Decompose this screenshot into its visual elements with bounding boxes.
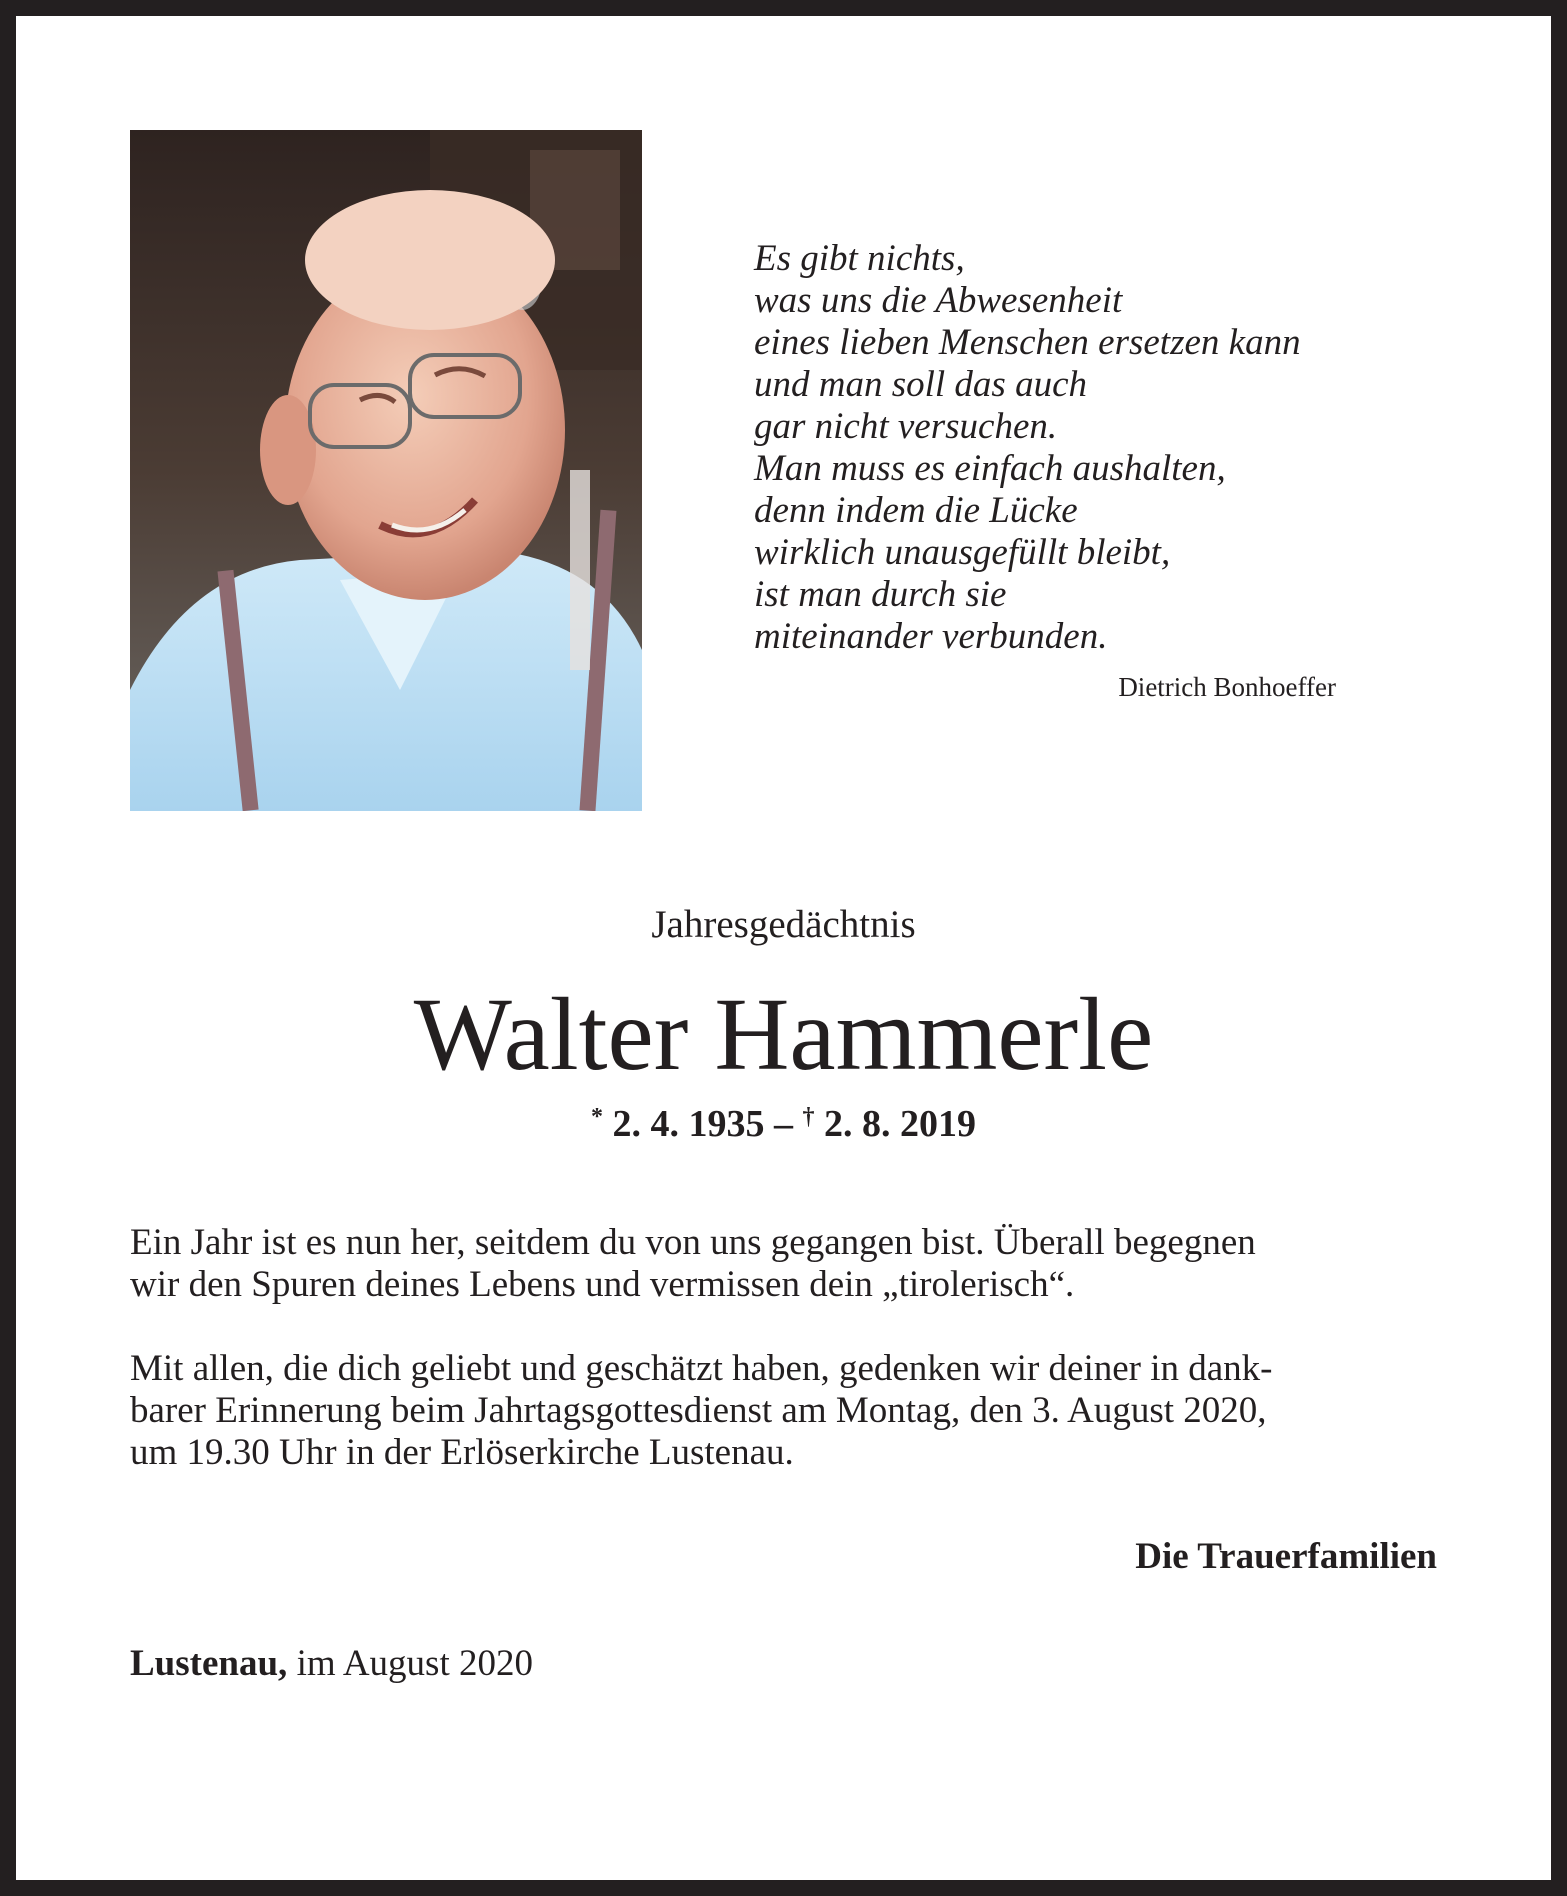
paragraph-line: barer Erinnerung beim Jahrtagsgottesdienst am Montag, den 3. August 2020, (130, 1390, 1267, 1431)
death-date: 2. 8. 2019 (824, 1103, 976, 1145)
place-name: Lustenau, (130, 1643, 288, 1684)
quote-author: Dietrich Bonhoeffer (1118, 672, 1336, 702)
paragraph-remembrance (130, 1222, 1437, 1306)
quote-line: und man soll das auch (754, 364, 1087, 405)
portrait-photo (130, 130, 642, 811)
quote-line: eines lieben Menschen ersetzen kann (754, 322, 1301, 363)
quote-line: gar nicht versuchen. (754, 406, 1058, 447)
quote-line: Man muss es einfach aushalten, (754, 448, 1226, 489)
birth-symbol: * (591, 1104, 603, 1130)
quote-line: wirklich unausgefüllt bleibt, (754, 532, 1171, 573)
bonhoeffer-quote (754, 238, 1354, 658)
paragraph-line: wir den Spuren deines Lebens und vermissen dein „tirolerisch“. (130, 1264, 1075, 1305)
date-text: im August 2020 (287, 1643, 533, 1684)
paragraph-service-info (130, 1348, 1437, 1474)
quote-line: Es gibt nichts, (754, 238, 965, 279)
deceased-name: Walter Hammerle (413, 977, 1154, 1092)
quote-line: miteinander verbunden. (754, 616, 1108, 657)
paragraph-line: Mit allen, die dich geliebt und geschätzt haben, gedenken wir deiner in dank- (130, 1348, 1273, 1389)
paragraph-line: Ein Jahr ist es nun her, seitdem du von uns gegangen bist. Überall begegnen (130, 1222, 1256, 1263)
place-and-date (130, 1642, 533, 1685)
family-signature: Die Trauerfamilien (1135, 1536, 1437, 1577)
life-dates (0, 1102, 1567, 1146)
quote-line: ist man durch sie (754, 574, 1007, 615)
date-separator: – (774, 1103, 793, 1145)
occasion-heading: Jahresgedächtnis (651, 903, 916, 946)
birth-date: 2. 4. 1935 (612, 1103, 765, 1145)
quote-line: was uns die Abwesenheit (754, 280, 1123, 321)
paragraph-line: um 19.30 Uhr in der Erlöserkirche Lustenau. (130, 1432, 794, 1473)
death-symbol: † (802, 1104, 815, 1130)
quote-line: denn indem die Lücke (754, 490, 1078, 531)
